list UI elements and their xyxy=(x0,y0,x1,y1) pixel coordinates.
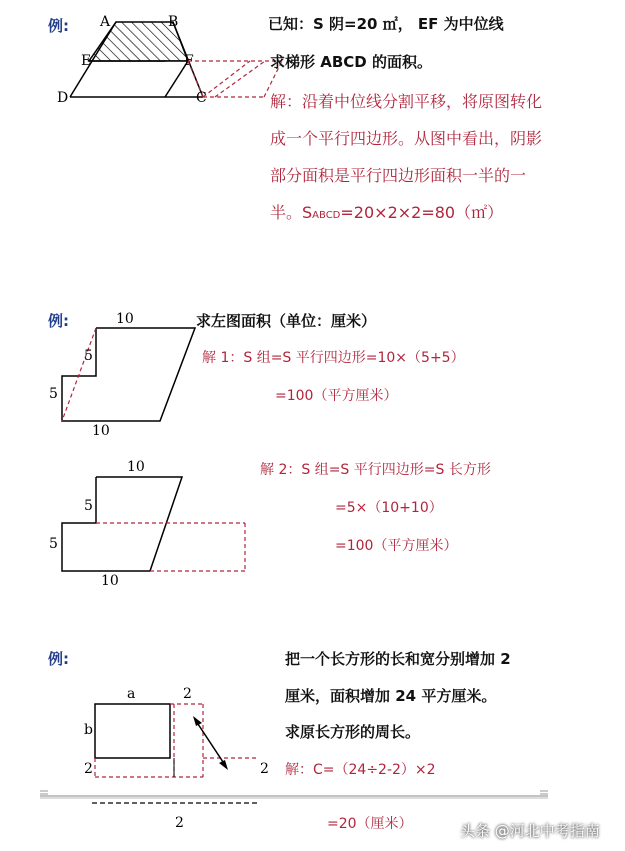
fig2-mid-label: 5 xyxy=(84,498,93,514)
example-1-solution-line-3: 部分面积是平行四边形面积一半的一 xyxy=(270,166,527,185)
vertex-e-label: E xyxy=(81,53,92,69)
example-3-label: 例: xyxy=(48,650,69,668)
vertex-c-label: C xyxy=(196,90,207,106)
vertex-b-label: B xyxy=(168,14,179,30)
fig1-top-label: 10 xyxy=(116,311,134,327)
fig2-left-label: 5 xyxy=(49,536,58,552)
fig1-bottom-label: 10 xyxy=(92,423,110,439)
example-3-question-line-2: 厘米，面积增加 24 平方厘米。 xyxy=(285,687,497,705)
example-1-solution-line-4 xyxy=(270,200,503,223)
solution-4-rest: =20×2×2=80（㎡） xyxy=(340,203,504,222)
example-3-solution-1: 解：C=（24÷2-2）×2 xyxy=(285,762,436,778)
composite-figure-2 xyxy=(62,477,245,571)
rect-a-label: a xyxy=(127,686,136,702)
example-1-label: 例: xyxy=(48,17,69,35)
page-separator xyxy=(40,791,548,798)
fig1-left-label: 5 xyxy=(49,386,58,402)
solution-4-subscript: ABCD xyxy=(312,210,341,221)
example-2-solution-1-result: =100（平方厘米） xyxy=(275,388,398,404)
fig2-bottom-label: 10 xyxy=(101,573,119,589)
rect-right-2-label: 2 xyxy=(260,761,269,777)
fig2-top-label: 10 xyxy=(127,459,145,475)
vertex-d-label: D xyxy=(57,90,69,106)
example-1-solution-line-1: 解：沿着中位线分割平移，将原图转化 xyxy=(270,92,543,111)
solution-4-prefix: 半。S xyxy=(270,203,313,222)
example-2-solution-2-step: =5×（10+10） xyxy=(335,500,443,516)
rect-b-label: b xyxy=(84,722,93,738)
rect-top-2-label: 2 xyxy=(183,686,192,702)
example-3-question-line-3: 求原长方形的周长。 xyxy=(285,723,421,741)
example-2-solution-2: 解 2：S 组=S 平行四边形=S 长方形 xyxy=(260,462,491,478)
example-2-label: 例: xyxy=(48,312,69,330)
composite-figure-1 xyxy=(62,328,195,421)
rectangle-figure xyxy=(92,704,257,803)
example-1-solution-line-2: 成一个平行四边形。从图中看出，阴影 xyxy=(270,129,543,148)
fig1-mid-label: 5 xyxy=(84,348,93,364)
example-3-solution-result: =20（厘米） xyxy=(327,816,413,832)
example-2-solution-2-result: =100（平方厘米） xyxy=(335,538,458,554)
vertex-f-label: F xyxy=(184,53,194,69)
example-2-solution-1: 解 1：S 组=S 平行四边形=10×（5+5） xyxy=(202,350,465,366)
rect-left-2-label: 2 xyxy=(84,761,93,777)
trapezoid-figure xyxy=(70,22,282,97)
example-1-given: 已知：S 阴=20 ㎡， EF 为中位线 xyxy=(268,15,504,33)
vertex-a-label: A xyxy=(100,14,111,30)
rect-bottom-2-label: 2 xyxy=(175,815,184,831)
example-1-question: 求梯形 ABCD 的面积。 xyxy=(270,53,432,71)
example-2-question: 求左图面积（单位：厘米） xyxy=(196,312,377,330)
example-3-question-line-1: 把一个长方形的长和宽分别增加 2 xyxy=(285,650,511,668)
watermark: 头条 @河北中考指南 xyxy=(460,822,600,840)
